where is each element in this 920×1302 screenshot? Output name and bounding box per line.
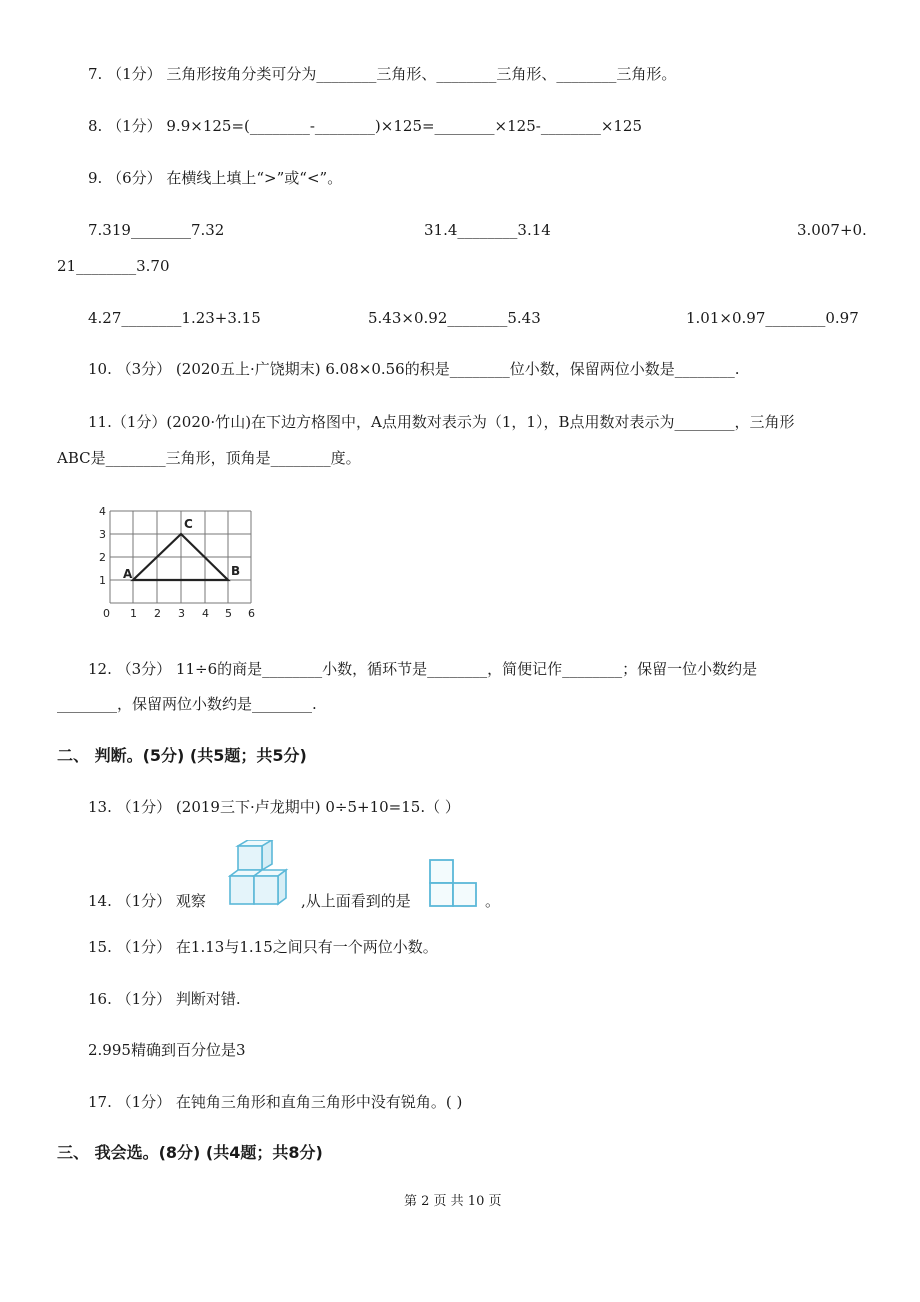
question-9: 9. （6分） 在横线上填上“>”或“<”。 <box>88 169 343 187</box>
question-17: 17. （1分） 在钝角三角形和直角三角形中没有锐角。( ) <box>88 1093 463 1111</box>
question-13: 13. （1分） (2019三下·卢龙期中) 0÷5+10=15.（ ） <box>88 798 460 816</box>
q9-item-2: 31.4________3.14 <box>424 221 551 239</box>
y-tick-2: 2 <box>99 551 106 564</box>
q9-item-6: 1.01×0.97________0.97 <box>686 309 859 327</box>
section-2-heading: 二、 判断。(5分) (共5题；共5分) <box>57 746 307 765</box>
question-12-line-2: ________，保留两位小数约是________. <box>57 695 317 713</box>
q9-item-3-start: 3.007+0. <box>797 221 867 239</box>
x-tick-5: 5 <box>225 607 232 620</box>
cube-stack-figure <box>228 840 300 908</box>
y-tick-3: 3 <box>99 528 106 541</box>
q9-item-3-end: 21________3.70 <box>57 257 170 275</box>
coordinate-grid-figure <box>95 503 265 623</box>
x-tick-3: 3 <box>178 607 185 620</box>
x-tick-6: 6 <box>248 607 255 620</box>
x-tick-4: 4 <box>202 607 209 620</box>
top-view-figure <box>428 858 480 908</box>
question-16: 16. （1分） 判断对错. <box>88 990 241 1008</box>
question-12-line-1: 12. （3分） 11÷6的商是________小数，循环节是________，简便记作________；保留一位小数约是 <box>88 660 758 678</box>
x-tick-1: 1 <box>130 607 137 620</box>
q9-item-4: 4.27________1.23+3.15 <box>88 309 261 327</box>
page-footer: 第 2 页 共 10 页 <box>404 1194 502 1209</box>
grid-lines <box>110 511 251 603</box>
q9-item-1: 7.319________7.32 <box>88 221 225 239</box>
point-b-label: B <box>231 564 241 578</box>
section-3-heading: 三、 我会选。(8分) (共4题；共8分) <box>57 1143 323 1162</box>
question-16-statement: 2.995精确到百分位是3 <box>88 1041 246 1059</box>
question-15: 15. （1分） 在1.13与1.15之间只有一个两位小数。 <box>88 938 438 956</box>
question-11-line-1: 11.（1分）(2020·竹山)在下边方格图中，A点用数对表示为（1，1），B点用数对表示为________，三角形 <box>88 413 795 431</box>
question-14-text-b: ,从上面看到的是 <box>301 892 411 910</box>
point-a-label: A <box>123 567 133 581</box>
question-7: 7. （1分） 三角形按角分类可分为________三角形、________三角形、________三角形。 <box>88 65 677 83</box>
y-tick-4: 4 <box>99 505 106 518</box>
point-c-label: C <box>184 517 193 531</box>
x-tick-0: 0 <box>103 607 110 620</box>
question-11-line-2: ABC是________三角形，顶角是________度。 <box>57 449 361 467</box>
q9-item-5: 5.43×0.92________5.43 <box>368 309 541 327</box>
y-tick-1: 1 <box>99 574 106 587</box>
x-tick-2: 2 <box>154 607 161 620</box>
question-14-text-a: 14. （1分） 观察 <box>88 892 206 910</box>
question-14-text-c: 。 <box>485 892 501 910</box>
question-8: 8. （1分） 9.9×125=(________-________)×125=________×125-________×125 <box>88 117 643 135</box>
question-10: 10. （3分） (2020五上·广饶期末) 6.08×0.56的积是________位小数，保留两位小数是________. <box>88 360 740 378</box>
